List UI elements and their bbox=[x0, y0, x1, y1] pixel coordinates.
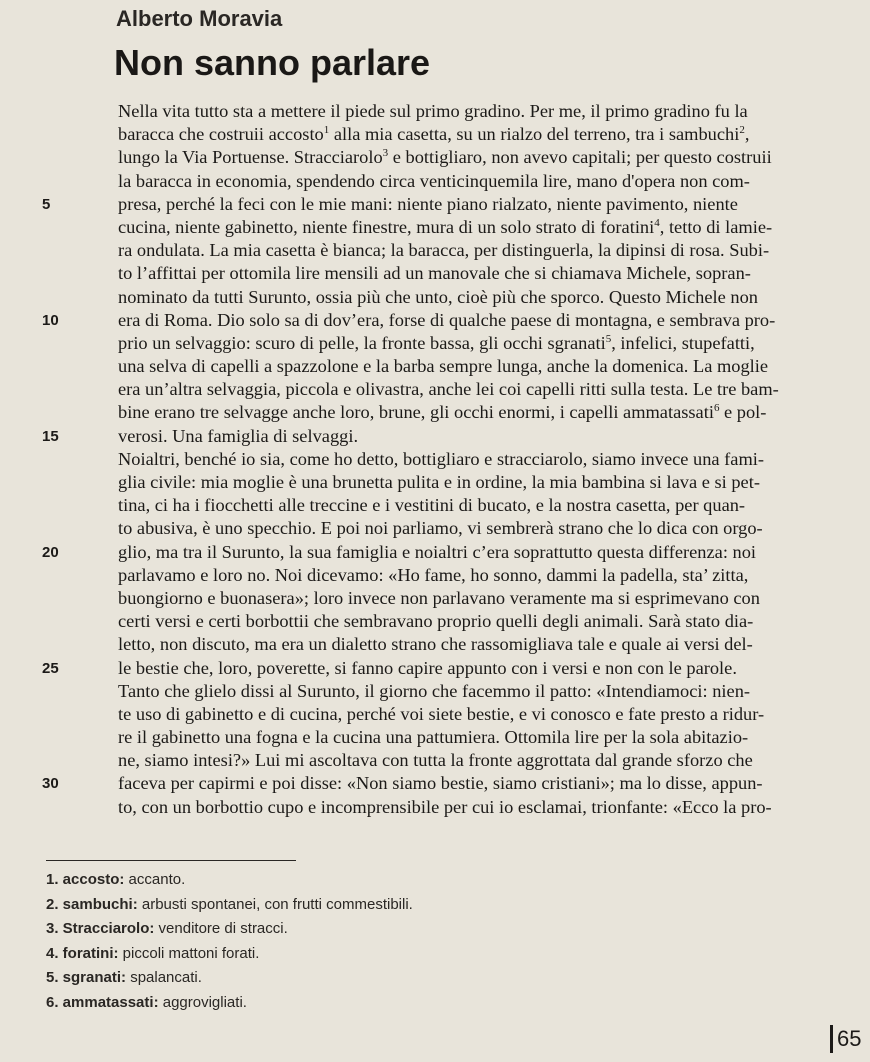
text-segment: la baracca in economia, spendendo circa venticinquemila lire, mano d'opera non com- bbox=[118, 170, 750, 191]
line-number: 25 bbox=[42, 659, 59, 677]
text-line bbox=[118, 355, 844, 378]
text-line bbox=[118, 401, 844, 424]
text-line bbox=[118, 448, 844, 471]
footnote-definition: piccoli mattoni forati. bbox=[118, 944, 260, 962]
text-segment: , tetto di lamie- bbox=[659, 216, 773, 237]
footnote-definition: venditore di stracci. bbox=[154, 920, 288, 937]
text-line bbox=[118, 587, 844, 610]
page-title: Non sanno parlare bbox=[114, 42, 431, 83]
text-segment: baracca che costruii accosto bbox=[118, 124, 324, 145]
text-line bbox=[118, 332, 844, 355]
text-line bbox=[118, 517, 844, 540]
text-segment: alla mia casetta, su un rialzo del terreno, tra i sambuchi bbox=[329, 124, 740, 145]
text-segment: bine erano tre selvagge anche loro, brune, gli occhi enormi, i capelli ammatassati bbox=[118, 402, 714, 423]
line-number: 30 bbox=[42, 775, 59, 793]
text-segment: ne, siamo intesi?» Lui mi ascoltava con tutta la fronte aggrottata dal grande sforzo che bbox=[118, 750, 753, 771]
text-line bbox=[118, 146, 844, 169]
text-segment: certi versi e certi borbottii che sembravano proprio quelli degli animali. Sarà stato dia- bbox=[118, 611, 754, 632]
footnote-term: 4. foratini: bbox=[46, 944, 119, 962]
line-number: 20 bbox=[42, 543, 59, 561]
page-number: 65 bbox=[830, 1025, 861, 1053]
text-line bbox=[118, 796, 844, 819]
text-segment: glia civile: mia moglie è una brunetta pulita e in ordine, la mia bambina si lava e si pet- bbox=[118, 472, 760, 492]
footnote-term: 1. accosto: bbox=[46, 871, 125, 888]
text-line bbox=[42, 309, 844, 332]
text-line bbox=[118, 170, 844, 193]
text-segment: to abusiva, è uno specchio. E poi noi parliamo, vi sembrerà strano che lo dica con orgo- bbox=[118, 518, 763, 539]
footnote-item bbox=[46, 942, 826, 967]
footnote-ref: 6 bbox=[713, 402, 720, 415]
text-segment: tina, ci ha i fiocchetti alle treccine e i vestitini di bucato, e la nostra casetta, per quan- bbox=[118, 495, 746, 516]
line-number: 15 bbox=[42, 427, 59, 445]
text-segment: le bestie che, loro, poverette, si fanno capire appunto con i versi e non con le parole. bbox=[118, 657, 737, 678]
text-line bbox=[118, 286, 844, 309]
text-line bbox=[118, 610, 844, 633]
text-segment: verosi. Una famiglia di selvaggi. bbox=[118, 425, 359, 446]
author-name: Alberto Moravia bbox=[116, 6, 283, 31]
text-segment: to, con un borbottio cupo e incomprensibile per cui io esclamai, trionfante: «Ecco la pro- bbox=[118, 796, 772, 817]
text-line bbox=[42, 772, 844, 795]
text-line bbox=[42, 657, 844, 680]
line-number: 5 bbox=[42, 195, 51, 213]
footnote-item bbox=[46, 966, 826, 991]
footnote-definition: accanto. bbox=[124, 871, 186, 888]
footnote-item bbox=[46, 868, 826, 893]
footnote-term: 3. Stracciarolo: bbox=[46, 920, 155, 937]
text-line bbox=[42, 425, 844, 448]
text-line bbox=[42, 193, 844, 216]
text-segment: e pol- bbox=[719, 402, 767, 423]
text-segment: Noialtri, benché io sia, come ho detto, bottigliaro e stracciarolo, siamo invece una fami- bbox=[118, 448, 765, 469]
text-line bbox=[118, 680, 844, 703]
text-segment: cucina, niente gabinetto, niente finestre, mura di un solo strato di foratini bbox=[118, 216, 655, 237]
footnote-term: 2. sambuchi: bbox=[46, 895, 138, 913]
text-line bbox=[118, 239, 844, 262]
text-line bbox=[118, 726, 844, 749]
text-segment: era un’altra selvaggia, piccola e olivastra, anche lei coi capelli ritti sulla testa. Le tre bam- bbox=[118, 379, 779, 400]
text-line bbox=[118, 123, 844, 146]
text-segment: ra ondulata. La mia casetta è bianca; la baracca, per distinguerla, la dipinsi di rosa. Subi- bbox=[118, 240, 770, 261]
footnote-ref: 1 bbox=[323, 124, 330, 137]
text-line bbox=[42, 541, 844, 564]
text-segment: nominato da tutti Surunto, ossia più che unto, cioè più che sporco. Questo Michele non bbox=[118, 286, 758, 307]
footnote-item bbox=[46, 893, 826, 918]
text-line bbox=[118, 471, 844, 494]
text-segment: faceva per capirmi e poi disse: «Non siamo bestie, siamo cristiani»; ma lo disse, appun- bbox=[118, 773, 763, 794]
text-segment: Nella vita tutto sta a mettere il piede sul primo gradino. Per me, il primo gradino fu la bbox=[118, 101, 748, 121]
text-line bbox=[118, 633, 844, 656]
line-number: 10 bbox=[42, 311, 59, 329]
text-line bbox=[118, 703, 844, 726]
text-segment: prio un selvaggio: scuro di pelle, la fronte bassa, gli occhi sgranati bbox=[118, 332, 606, 353]
footnote-definition: arbusti spontanei, con frutti commestibili. bbox=[137, 895, 413, 913]
footnote-definition: aggrovigliati. bbox=[158, 993, 247, 1011]
text-line bbox=[118, 378, 844, 401]
text-segment: glio, ma tra il Surunto, la sua famiglia e noialtri c’era soprattutto questa differenza: noi bbox=[118, 541, 757, 562]
text-segment: presa, perché la feci con le mie mani: niente piano rialzato, niente pavimento, niente bbox=[118, 193, 738, 214]
text-line bbox=[118, 749, 844, 772]
text-line bbox=[118, 100, 844, 123]
text-segment: una selva di capelli a spazzolone e la barba sempre lunga, anche la domenica. La moglie bbox=[118, 356, 769, 377]
footnote-definition: spalancati. bbox=[126, 969, 202, 986]
text-segment: era di Roma. Dio solo sa di dov’era, forse di qualche paese di montagna, e sembrava pro- bbox=[118, 309, 776, 330]
footnotes bbox=[46, 868, 826, 1015]
text-line bbox=[118, 216, 844, 239]
text-segment: , bbox=[744, 124, 750, 145]
footnote-ref: 5 bbox=[605, 332, 612, 345]
text-segment: letto, non discuto, ma era un dialetto strano che rassomigliava tale e quale ai versi del- bbox=[118, 634, 753, 655]
footnote-ref: 4 bbox=[654, 216, 660, 229]
footnote-item bbox=[46, 991, 826, 1016]
text-segment: , infelici, stupefatti, bbox=[611, 332, 755, 353]
text-segment: te uso di gabinetto e di cucina, perché voi siete bestie, e vi conosco e fate presto a ridur- bbox=[118, 703, 765, 724]
text-segment: Tanto che glielo dissi al Surunto, il giorno che facemmo il patto: «Intendiamoci: nien- bbox=[118, 680, 751, 701]
story-text bbox=[42, 100, 844, 819]
footnote-divider bbox=[46, 860, 296, 861]
footnote-item bbox=[46, 917, 826, 942]
footnote-term: 6. ammatassati: bbox=[46, 993, 159, 1011]
text-segment: re il gabinetto una fogna e la cucina una pattumiera. Ottomila lire per la sola abitazio- bbox=[118, 727, 749, 748]
text-line bbox=[118, 262, 844, 285]
text-line bbox=[118, 564, 844, 587]
footnote-term: 5. sgranati: bbox=[46, 969, 127, 986]
text-segment: buongiorno e buonasera»; loro invece non parlavano veramente ma si esprimevano con bbox=[118, 587, 760, 608]
text-segment: e bottigliaro, non avevo capitali; per questo costruii bbox=[388, 147, 772, 168]
text-segment: to l’affittai per ottomila lire mensili ad un manovale che si chiamava Michele, sopran- bbox=[118, 263, 751, 284]
text-line bbox=[118, 494, 844, 517]
text-segment: parlavamo e loro no. Noi dicevamo: «Ho fame, ho sonno, dammi la padella, sta’ zitta, bbox=[118, 564, 749, 585]
footnote-ref: 2 bbox=[739, 124, 745, 137]
text-segment: lungo la Via Portuense. Stracciarolo bbox=[118, 147, 383, 168]
footnote-ref: 3 bbox=[382, 147, 389, 160]
